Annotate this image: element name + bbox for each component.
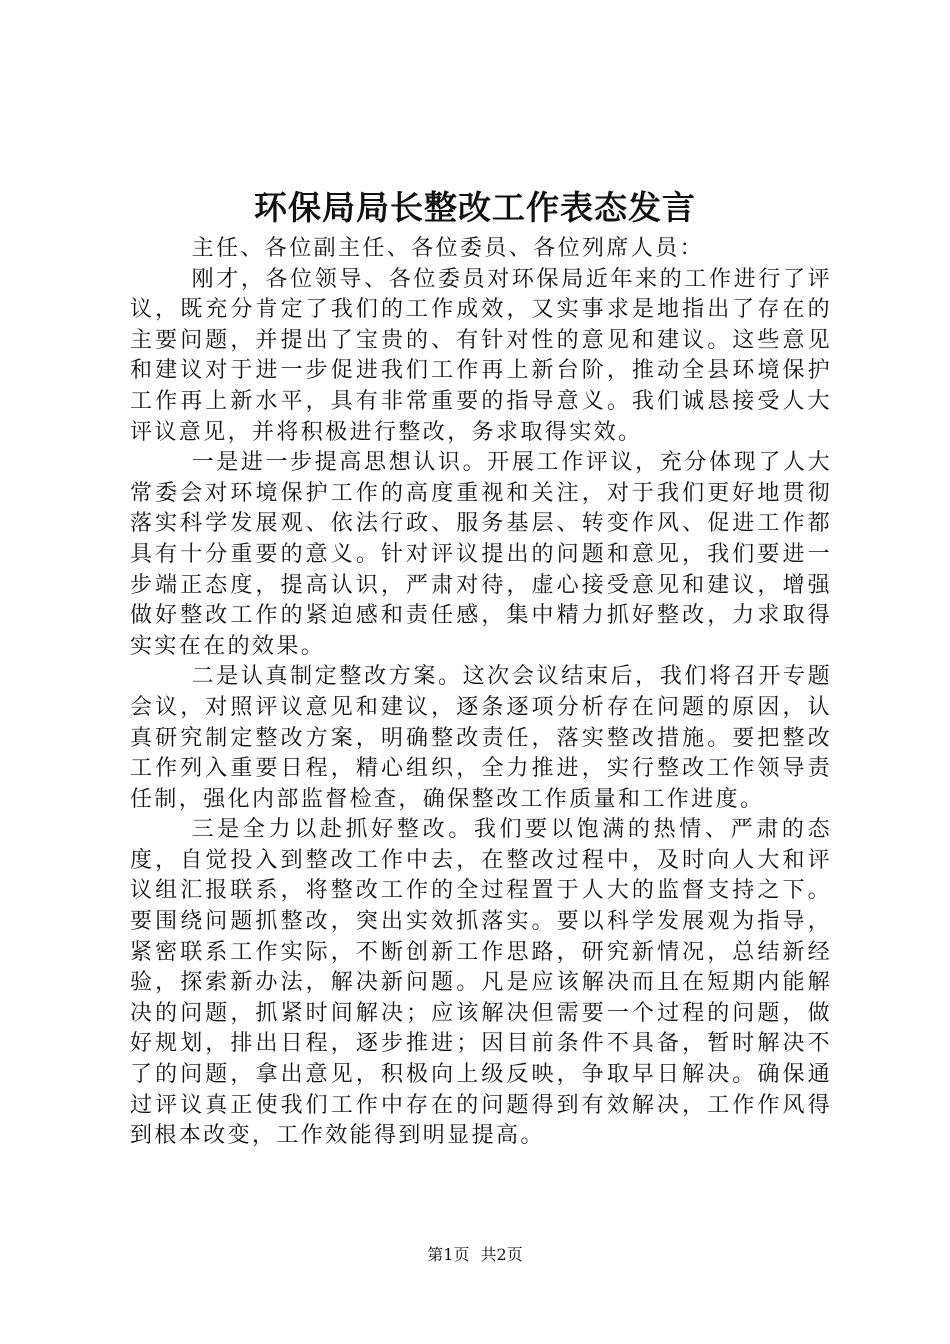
intro-paragraph: 刚才，各位领导、各位委员对环保局近年来的工作进行了评议，既充分肯定了我们的工作成效，又实事求是地指出了存在的主要问题，并提出了宝贵的、有针对性的意见和建议。这些意见和建议对于进一步促进我们工作再上新台阶，推动全县环境保护工作再上新水平，具有非常重要的指导意义。我们诚恳接受人大评议意见，并将积极进行整改，务求取得实效。 — [130, 266, 832, 445]
point-one-paragraph: 一是进一步提高思想认识。开展工作评议，充分体现了人大常委会对环境保护工作的高度重视和关注，对于我们更好地贯彻落实科学发展观、依法行政、服务基层、转变作风、促进工作都具有十分重要的意义。针对评议提出的问题和意见，我们要进一步端正态度，提高认识，严肃对待，虚心接受意见和建议，增强做好整改工作的紧迫感和责任感，集中精力抓好整改，力求取得实实在在的效果。 — [130, 450, 832, 659]
page-number-current: 第1页 — [427, 1245, 470, 1264]
page-number-total: 共2页 — [480, 1245, 523, 1264]
point-three-paragraph: 三是全力以赴抓好整改。我们要以饱满的热情、严肃的态度，自觉投入到整改工作中去，在整改过程中，及时向人大和评议组汇报联系，将整改工作的全过程置于人大的监督支持之下。要围绕问题抓整改，突出实效抓落实。要以科学发展观为指导，紧密联系工作实际，不断创新工作思路，研究新情况，总结新经验，探索新办法，解决新问题。凡是应该解决而且在短期内能解决的问题，抓紧时间解决；应该解决但需要一个过程的问题，做好规划，排出日程，逐步推进；因目前条件不具备，暂时解决不了的问题，拿出意见，积极向上级反映，争取早日解决。确保通过评议真正使我们工作中存在的问题得到有效解决，工作作风得到根本改变，工作效能得到明显提高。 — [130, 817, 832, 1149]
document-title: 环保局局长整改工作表态发言 — [254, 188, 696, 227]
page-footer — [0, 1244, 950, 1266]
salutation-paragraph: 主任、各位副主任、各位委员、各位列席人员： — [191, 236, 704, 261]
document-body — [130, 234, 832, 1152]
point-two-paragraph: 二是认真制定整改方案。这次会议结束后，我们将召开专题会议，对照评议意见和建议，逐条逐项分析存在问题的原因，认真研究制定整改方案，明确整改责任，落实整改措施。要把整改工作列入重要日程，精心组织，全力推进，实行整改工作领导责任制，强化内部监督检查，确保整改工作质量和工作进度。 — [130, 664, 832, 812]
